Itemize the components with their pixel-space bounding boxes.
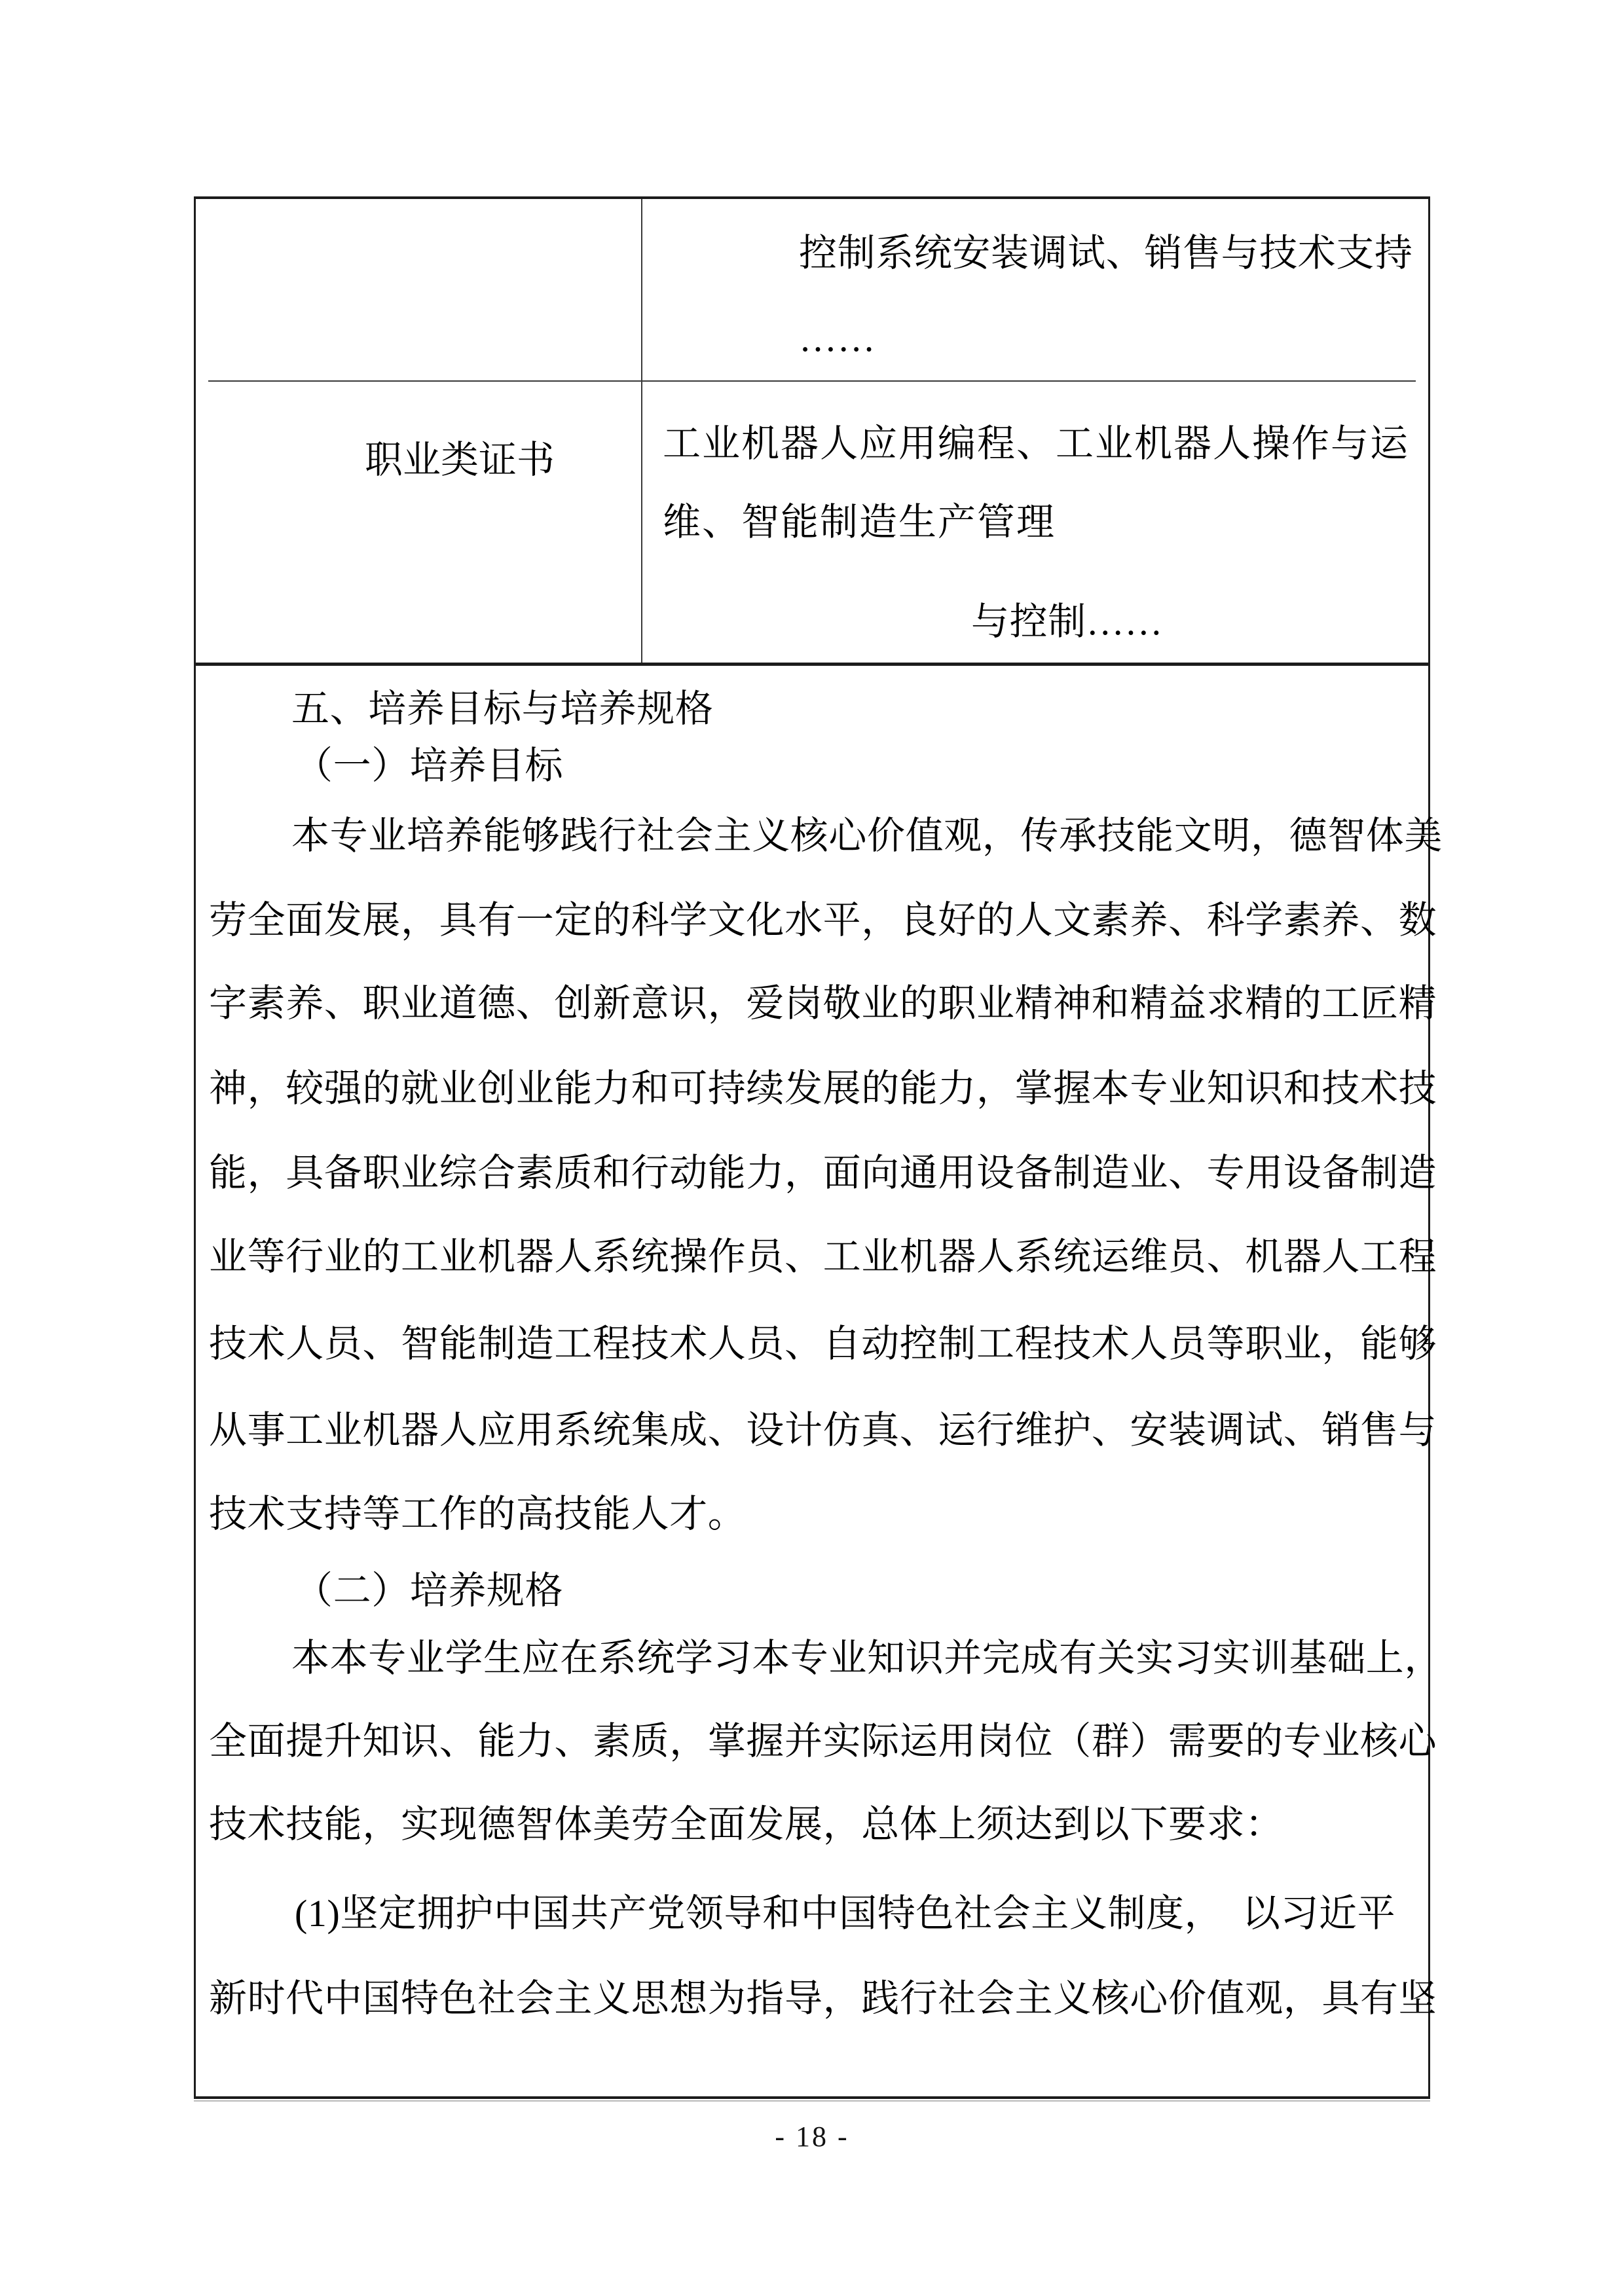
table-row2-right-line2: 维、智能制造生产管理 [663,501,1056,543]
para2-line2: 全面提升知识、能力、素质，掌握并实际运用岗位（群）需要的专业核心 [209,1720,1437,1762]
outer-border-bottom-shadow [194,2100,1430,2102]
outer-border-top [194,196,1430,199]
para2-line3: 技术技能，实现德智体美劳全面发展，总体上须达到以下要求： [209,1803,1283,1846]
table-column-divider [641,199,642,663]
outer-border-right [1428,196,1430,2099]
para2-line1: 本本专业学生应在系统学习本专业知识并完成有关实习实训基础上， [291,1637,1443,1679]
para1-line7: 技术人员、智能制造工程技术人员、自动控制工程技术人员等职业，能够 [209,1322,1437,1365]
para1-line8: 从事工业机器人应用系统集成、设计仿真、运行维护、安装调试、销售与 [209,1409,1437,1451]
table-row1-right-line1: 控制系统安装调试、销售与技术支持 [799,232,1413,274]
outer-border-left [194,196,196,2099]
table-row2-right-line3: 与控制…… [971,600,1164,643]
table-row1-right-line2: …… [799,317,876,359]
page-number: - 18 - [775,2121,849,2153]
table-row2-header-cell: 职业类证书 [365,439,555,481]
sub-heading-2: （二）培养规格 [295,1569,564,1612]
para1-line9: 技术支持等工作的高技能人才。 [209,1493,747,1535]
section-heading: 五、培养目标与培养规格 [291,687,714,730]
para1-line5: 能，具备职业综合素质和行动能力，面向通用设备制造业、专用设备制造 [209,1152,1437,1194]
para1-line2: 劳全面发展，具有一定的科学文化水平，良好的人文素养、科学素养、数 [209,899,1437,941]
table-bottom-border [194,663,1430,666]
table-row-divider [208,380,1416,382]
table-row2-right-line1: 工业机器人应用编程、工业机器人操作与运 [663,422,1410,465]
para1-line6: 业等行业的工业机器人系统操作员、工业机器人系统运维员、机器人工程 [209,1235,1437,1278]
para1-line1: 本专业培养能够践行社会主义核心价值观，传承技能文明，德智体美 [291,814,1443,857]
para3-line1: (1)坚定拥护中国共产党领导和中国特色社会主义制度， 以习近平 [295,1892,1396,1935]
para1-line4: 神，较强的就业创业能力和可持续发展的能力，掌握本专业知识和技术技 [209,1067,1437,1110]
outer-border-bottom [194,2096,1430,2099]
sub-heading-1: （一）培养目标 [295,744,564,787]
para3-line2: 新时代中国特色社会主义思想为指导，践行社会主义核心价值观，具有坚 [209,1977,1437,2020]
para1-line3: 字素养、职业道德、创新意识，爱岗敬业的职业精神和精益求精的工匠精 [209,982,1437,1025]
